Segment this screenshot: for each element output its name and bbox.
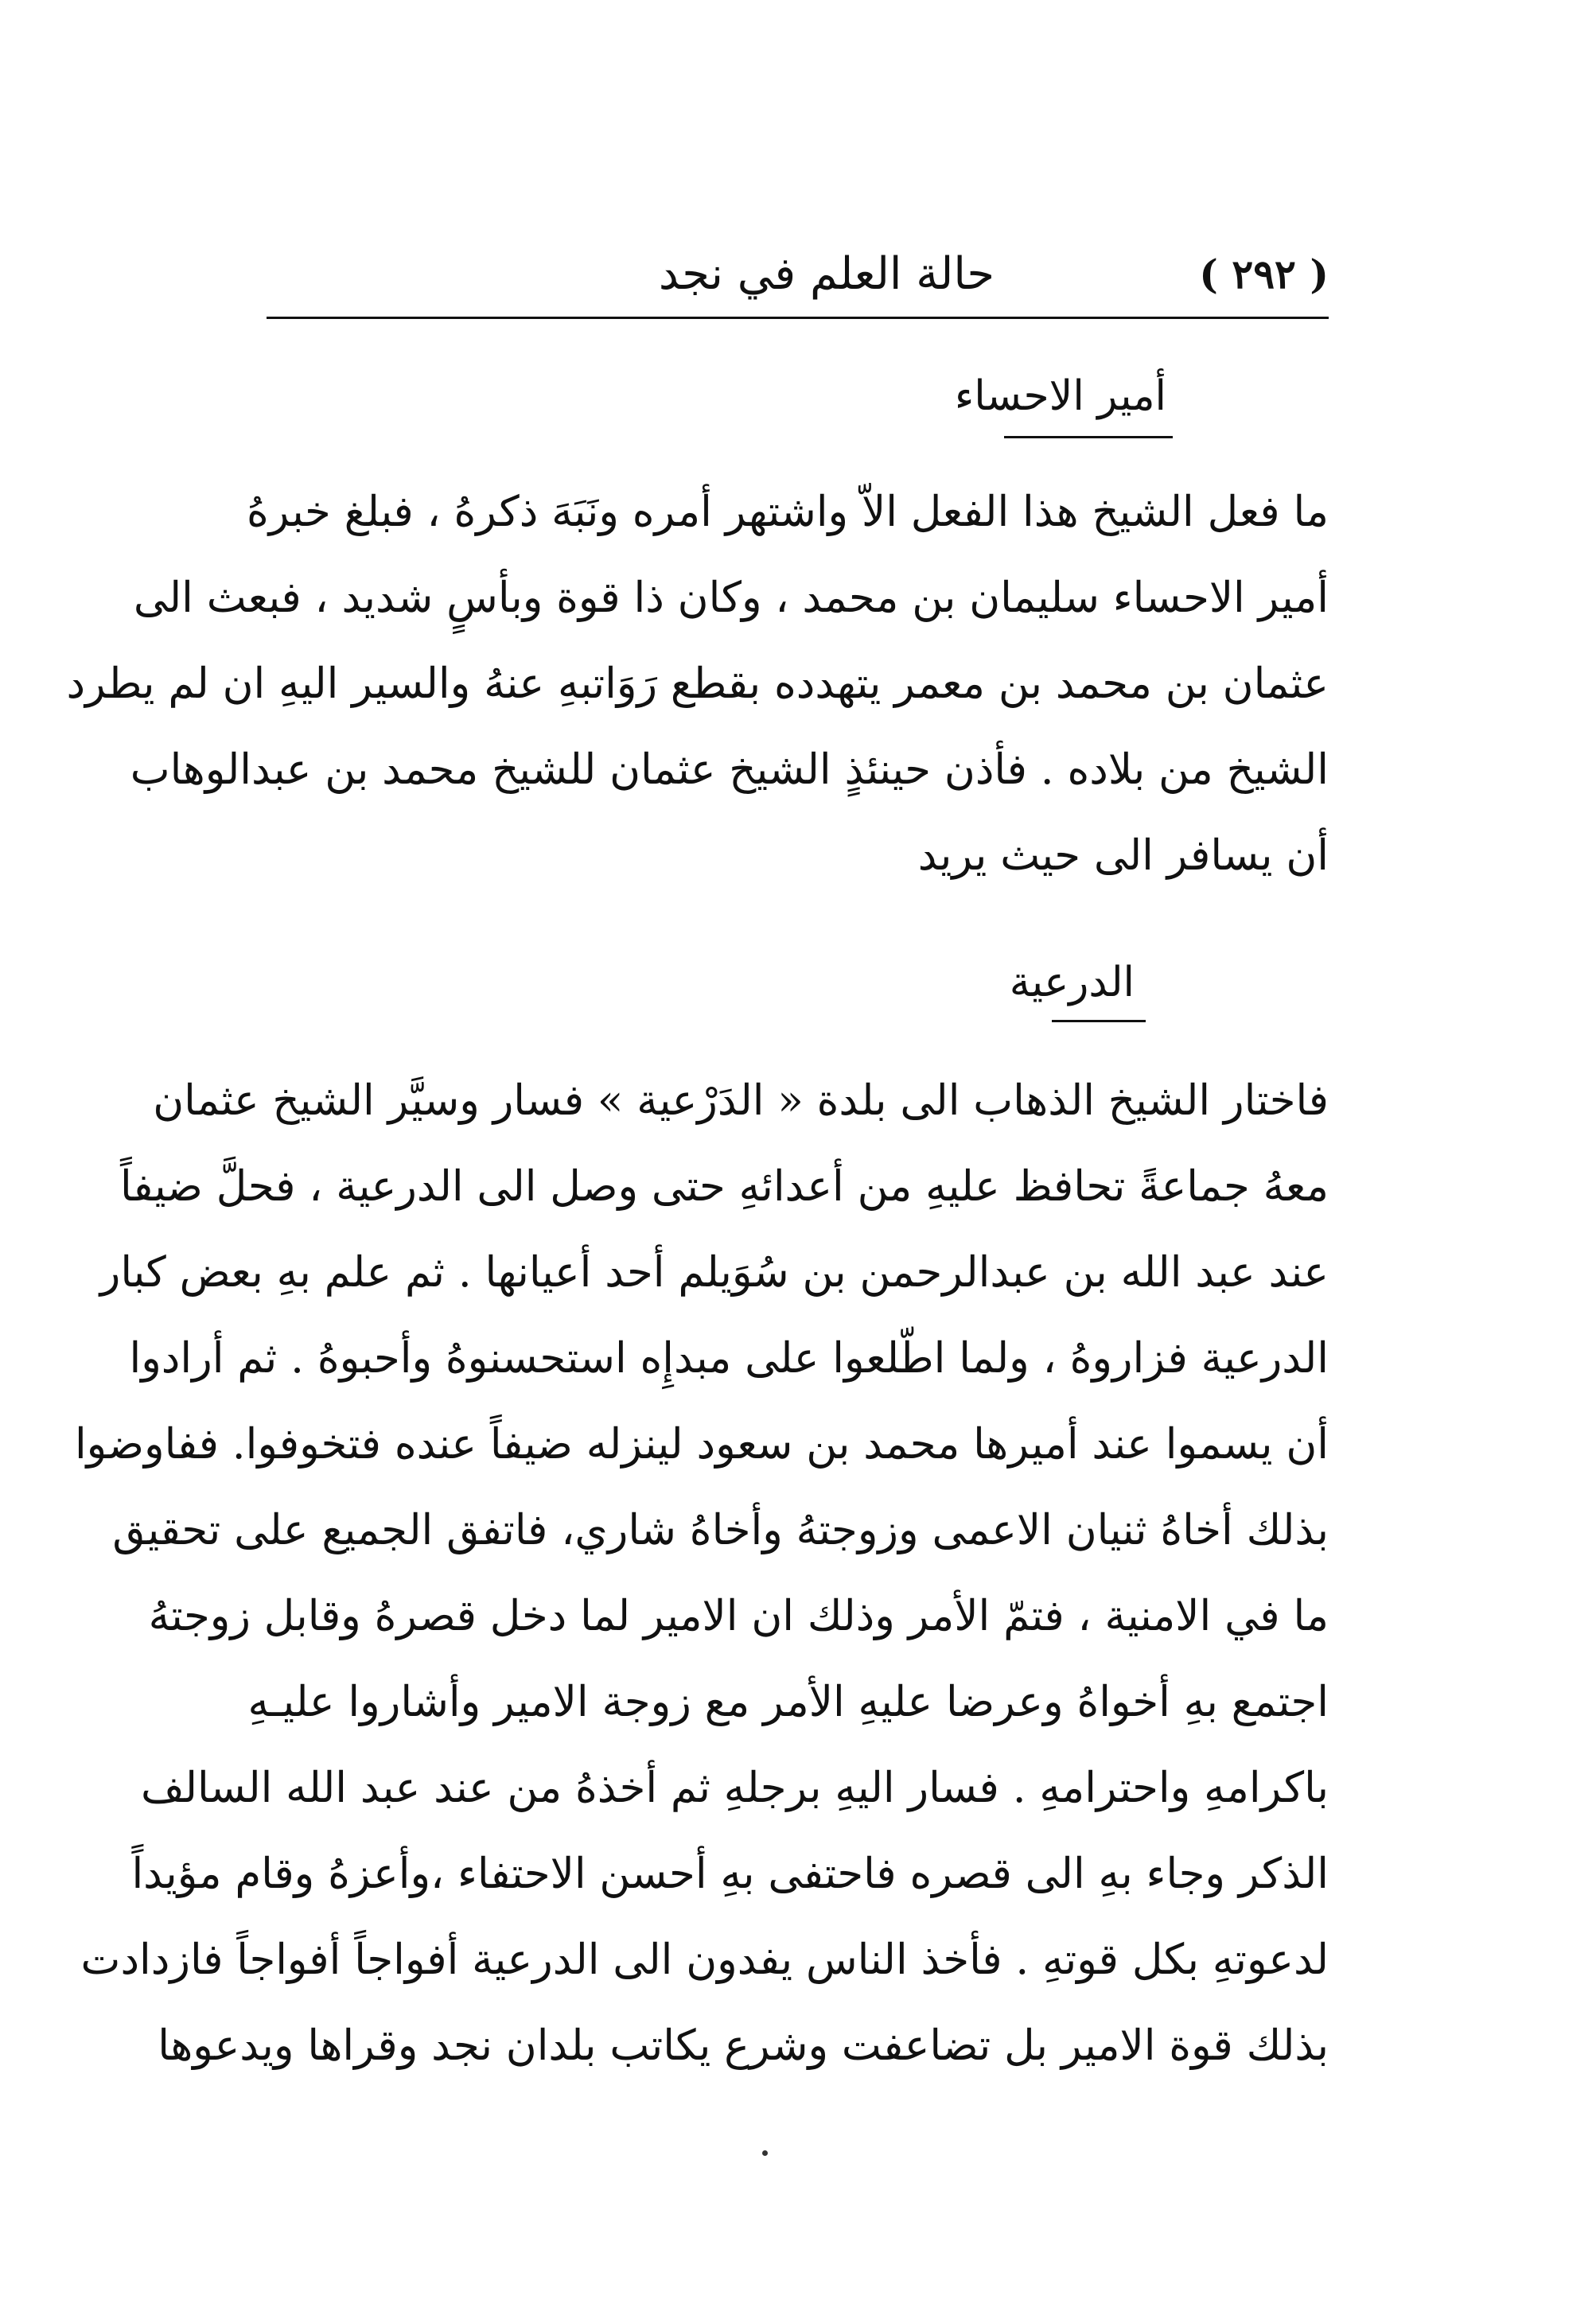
page-header	[267, 239, 1329, 326]
page-number: ( ٢٩٢ )	[1199, 251, 1329, 298]
text-line: الدرعية فزاروهُ ، ولما اطّلعوا على مبدإِه استحسنوهُ وأحبوهُ . ثم أرادوا	[129, 1334, 1329, 1383]
text-line: بذلك قوة الامير بل تضاعفت وشرع يكاتب بلدان نجد وقراها ويدعوها	[158, 2021, 1329, 2070]
text-line: الشيخ من بلاده . فأذن حينئذٍ الشيخ عثمان للشيخ محمد بن عبدالوهاب	[130, 745, 1329, 794]
text-line: عند عبد الله بن عبدالرحمن بن سُوَيلم أحد أعيانها . ثم علم بهِ بعض كبار	[99, 1248, 1329, 1297]
text-line: عثمان بن محمد بن معمر يتهدده بقطع رَوَاتبهِ عنهُ والسير اليهِ ان لم يطرد	[66, 659, 1329, 708]
header-rule	[267, 317, 1329, 319]
paragraph-ahsa	[66, 469, 1329, 899]
text-line: ما في الامنية ، فتمّ الأمر وذلك ان الامير لما دخل قصرهُ وقابل زوجتهُ	[148, 1592, 1329, 1640]
footer-dot	[762, 2150, 768, 2156]
paragraph-diriyah	[74, 1058, 1329, 2089]
text-line: أن يسافر الى حيث يريد	[917, 831, 1329, 880]
text-line: معهُ جماعةً تحافظ عليهِ من أعدائهِ حتى وصل الى الدرعية ، فحلَّ ضيفاً	[119, 1162, 1329, 1211]
running-title: حالة العلم في نجد	[658, 248, 995, 300]
heading-underline	[1004, 436, 1173, 438]
text-line: أمير الاحساء سليمان بن محمد ، وكان ذا قوة وبأسٍ شديد ، فبعث الى	[133, 574, 1329, 622]
text-line: ما فعل الشيخ هذا الفعل الاّ واشتهر أمره ونَبَهَ ذكرهُ ، فبلغ خبرهُ	[246, 488, 1329, 536]
text-line: لدعوتهِ بكل قوتهِ . فأخذ الناس يفدون الى الدرعية أفواجاً أفواجاً فازدادت	[80, 1936, 1329, 1984]
section-heading-diriyah: الدرعية	[1009, 959, 1135, 1006]
text-line: بذلك أخاهُ ثنيان الاعمى وزوجتهُ وأخاهُ شاري، فاتفق الجميع على تحقيق	[112, 1506, 1329, 1554]
text-line: باكرامهِ واحترامهِ . فسار اليهِ برجلهِ ثم أخذهُ من عند عبد الله السالف	[141, 1764, 1329, 1812]
section-heading-ahsa: أمير الاحساء	[954, 372, 1166, 420]
text-line: اجتمع بهِ أخواهُ وعرضا عليهِ الأمر مع زوجة الامير وأشاروا عليـهِ	[247, 1678, 1329, 1726]
text-line: الذكر وجاء بهِ الى قصره فاحتفى بهِ أحسن الاحتفاء ،وأعزهُ وقام مؤيداً	[131, 1850, 1329, 1898]
text-line: فاختار الشيخ الذهاب الى بلدة « الدَرْعية » فسار وسيَّر الشيخ عثمان	[153, 1076, 1329, 1125]
heading-underline	[1052, 1020, 1146, 1022]
text-line: أن يسموا عند أميرها محمد بن سعود لينزله ضيفاً عنده فتخوفوا. ففاوضوا	[74, 1420, 1329, 1469]
